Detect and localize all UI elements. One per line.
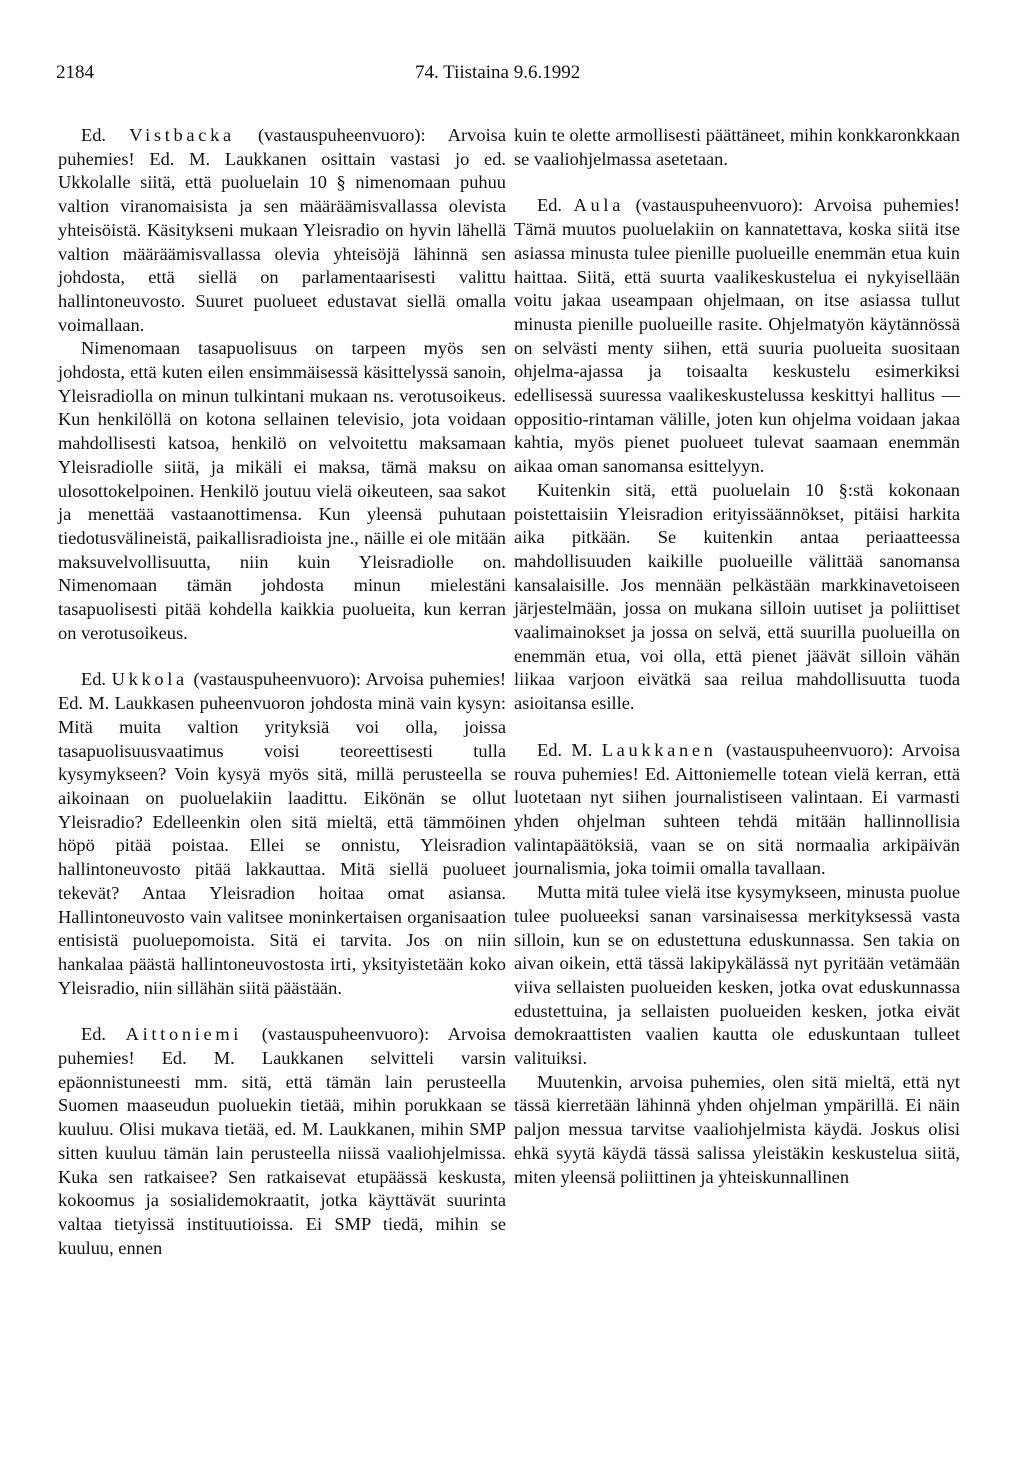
speaker-prefix: Ed. xyxy=(81,125,130,145)
paragraph-text: Mutta mitä tulee vielä itse kysymykseen, minusta puolue tulee puolueeksi sanan varsinaisessa merkityksessä vasta silloin, kun se on edustettuna eduskunnassa. Sen takia on aivan oikein, että tässä lakipykälässä nyt pyritään vetämään viiva sellaisten puolueiden kesken, jotka ovat eduskunnassa edustettuina, ja sellaisten puolueiden kesken, jotka eivät demokraattisten vaalien kautta ole eduskuntaan tulleet valituiksi. xyxy=(514,882,960,1069)
paragraph-text: (vastauspuheenvuoro): Arvoisa puhemies! Ed. M. Laukkanen osittain vastasi jo ed. Ukkolalle siitä, että puoluelain 10 § nimenomaan puhuu valtion viranomaisista ja sen määräämisvallassa olevista yhteisöistä. Käsitykseni mukaan Yleisradio on hyvin lähellä valtion määräämisvallassa olevia yhteisöjä lähinnä sen johdosta, että siellä on parlamentaarisesti valittu hallintoneuvosto. Suuret puolueet edustavat siellä omalla voimallaan. xyxy=(58,125,507,335)
paragraph xyxy=(514,881,960,1071)
page-number: 2184 xyxy=(56,62,94,83)
paragraph xyxy=(58,668,506,1000)
speaker-prefix: Ed. xyxy=(81,1024,126,1045)
speaker-name: Aula xyxy=(573,195,625,216)
page-header xyxy=(56,62,962,92)
speaker-name: Aittoniemi xyxy=(125,1024,243,1045)
paragraph-text: (vastauspuheenvuoro): Arvoisa puhemies! Ed. M. Laukkanen selvitteli varsin epäonnistuneesti mm. sitä, että tämän lain perusteella Suomen maaseudun puoluekin tietää, mihin porukkaan se kuuluu. Olisi mukava tietää, ed. M. Laukkanen, mihin SMP sitten kuuluu tämän lain perusteella niissä vaaliohjelmissa. Kuka sen ratkaisee? Sen ratkaisevat etupäässä keskusta, kokoomus ja sosialidemokraatit, jotka käyttävät suurinta valtaa tietyissä instituutioissa. Ei SMP tiedä, mihin se kuuluu, ennen xyxy=(58,1024,506,1258)
paragraph-text: Muutenkin, arvoisa puhemies, olen sitä mieltä, että nyt tässä kierretään lähinnä yhden ohjelman ympärillä. Ei näin paljon messua tarvitse vaaliohjelmista käydä. Joskus olisi ehkä syytä käydä tässä salissa yleistäkin keskustelua siitä, miten yleensä poliittinen ja yhteiskunnallinen xyxy=(514,1071,960,1187)
paragraph-text: Nimenomaan tasapuolisuus on tarpeen myös sen johdosta, että kuten eilen ensimmäisessä käsittelyssä sanoin, Yleisradiolla on minun tulkintani mukaan ns. verotusoikeus. Kun henkilöllä on kotona sellainen televisio, jota voidaan mahdollisesti katsoa, henkilö on velvoitettu maksamaan Yleisradiolle siitä, ja mikäli ei maksa, tämä maksu on ulosottokelpoinen. Henkilö joutuu vielä oikeuteen, saa sakot ja menettää vastaanottimensa. Kun yleensä puhutaan tiedotusvälineistä, paikallisradioista jne., näille ei ole mitään maksuvelvollisuutta, niin kuin Yleisradiolle on. Nimenomaan tämän johdosta minun mielestäni tasapuolisesti pitää kohdella kaikkia puolueita, kun kerran on verotusoikeus. xyxy=(58,338,506,643)
speaker-prefix: Ed. xyxy=(537,195,574,216)
paragraph xyxy=(58,124,506,337)
right-column xyxy=(514,124,960,1189)
speaker-name: Laukkanen xyxy=(601,739,717,760)
paragraph-text: (vastauspuheenvuoro): Arvoisa rouva puhemies! Ed. Aittoniemelle totean vielä kerran, että luotetaan nyt siihen journalistiseen valintaan. Ei varmasti yhden ohjelman suhteen tehdä mitään hallinnollisia valintapäätöksiä, vaan se on sitä normaalia arkipäivän journalismia, joka toimii omalla tavallaan. xyxy=(514,739,960,879)
paragraph-text: (vastauspuheenvuoro): Arvoisa puhemies! Ed. M. Laukkasen puheenvuoron johdosta minä vain kysyn: Mitä muita valtion yrityksiä voi olla, joissa tasapuolisuusvaatimus voisi teoreettisesti tulla kysymykseen? Voin kysyä myös sitä, millä perusteella se aikoinaan on puoluelakiin laadittu. Eikönän se ollut Yleisradio? Edelleenkin olen sitä mieltä, että tämmöinen höpö pitää poistaa. Ellei se onnistu, Yleisradion hallintoneuvosto pitää lakkauttaa. Mitä siellä puolueet tekevät? Antaa Yleisradion hoitaa omat asiansa. Hallintoneuvosto vain valitsee moninkertaisen organisaation entisistä puoluepomoista. Sitä ei tarvita. Jos on niin hankalaa päästä hallintoneuvostosta irti, yksityistetään koko Yleisradio, niin sillähän siitä päästään. xyxy=(58,669,507,998)
speaker-prefix: Ed. M. xyxy=(537,739,602,760)
speaker-name: Ukkola xyxy=(111,669,188,690)
paragraph xyxy=(514,479,960,716)
left-column xyxy=(58,124,506,1260)
paragraph xyxy=(514,194,960,478)
paragraph xyxy=(58,337,506,645)
speaker-prefix: Ed. xyxy=(81,669,112,690)
paragraph-text: (vastauspuheenvuoro): Arvoisa puhemies! Tämä muutos puoluelakiin on kannatettava, koska siitä itse asiassa minusta tulee pienille puolueille enemmän etua kuin haittaa. Siitä, että suurta vaalikeskustelua ei nykyisellään voitu jakaa useampaan ohjelmaan, on itse asiassa tullut minusta pienille puolueille rasite. Ohjelmatyön käytännössä on selvästi menty siihen, että suuria puolueita suositaan ohjelma-ajassa ja toisaalta keskustelu esimerkiksi edellisessä suuressa vaalikeskustelussa keskittyi hallitus — oppositio-rintaman välille, joten kun ohjelma voidaan jakaa kahtia, myös pienet puolueet tulevat saamaan enemmän aikaa oman sanomansa esittelyyn. xyxy=(514,195,961,477)
paragraph-text: Kuitenkin sitä, että puoluelain 10 §:stä kokonaan poistettaisiin Yleisradion erityissäännökset, pitäisi harkita aika pitkään. Se kuitenkin antaa periaatteessa mahdollisuuden kaikille puolueille välittää sanomansa kansalaisille. Jos mennään pelkästään markkinavetoiseen järjestelmään, jossa on mukana silloin uutiset ja poliittiset vaalimainokset ja jossa on selvä, että suurilla puolueilla on enemmän etua, voi olla, että pienet jäävät silloin vähän liikaa varjoon eivätkä saa reilua mahdollisuutta tuoda asioitansa esille. xyxy=(514,479,960,714)
paragraph xyxy=(514,124,960,171)
paragraph xyxy=(514,739,960,881)
session-title: 74. Tiistaina 9.6.1992 xyxy=(415,62,581,83)
speaker-name: Vistbacka xyxy=(129,125,235,145)
paragraph xyxy=(58,1023,506,1260)
paragraph xyxy=(514,1071,960,1190)
paragraph-text: kuin te olette armollisesti päättäneet, mihin konkkaronkkaan se vaaliohjelmassa asetetaan. xyxy=(514,125,960,169)
